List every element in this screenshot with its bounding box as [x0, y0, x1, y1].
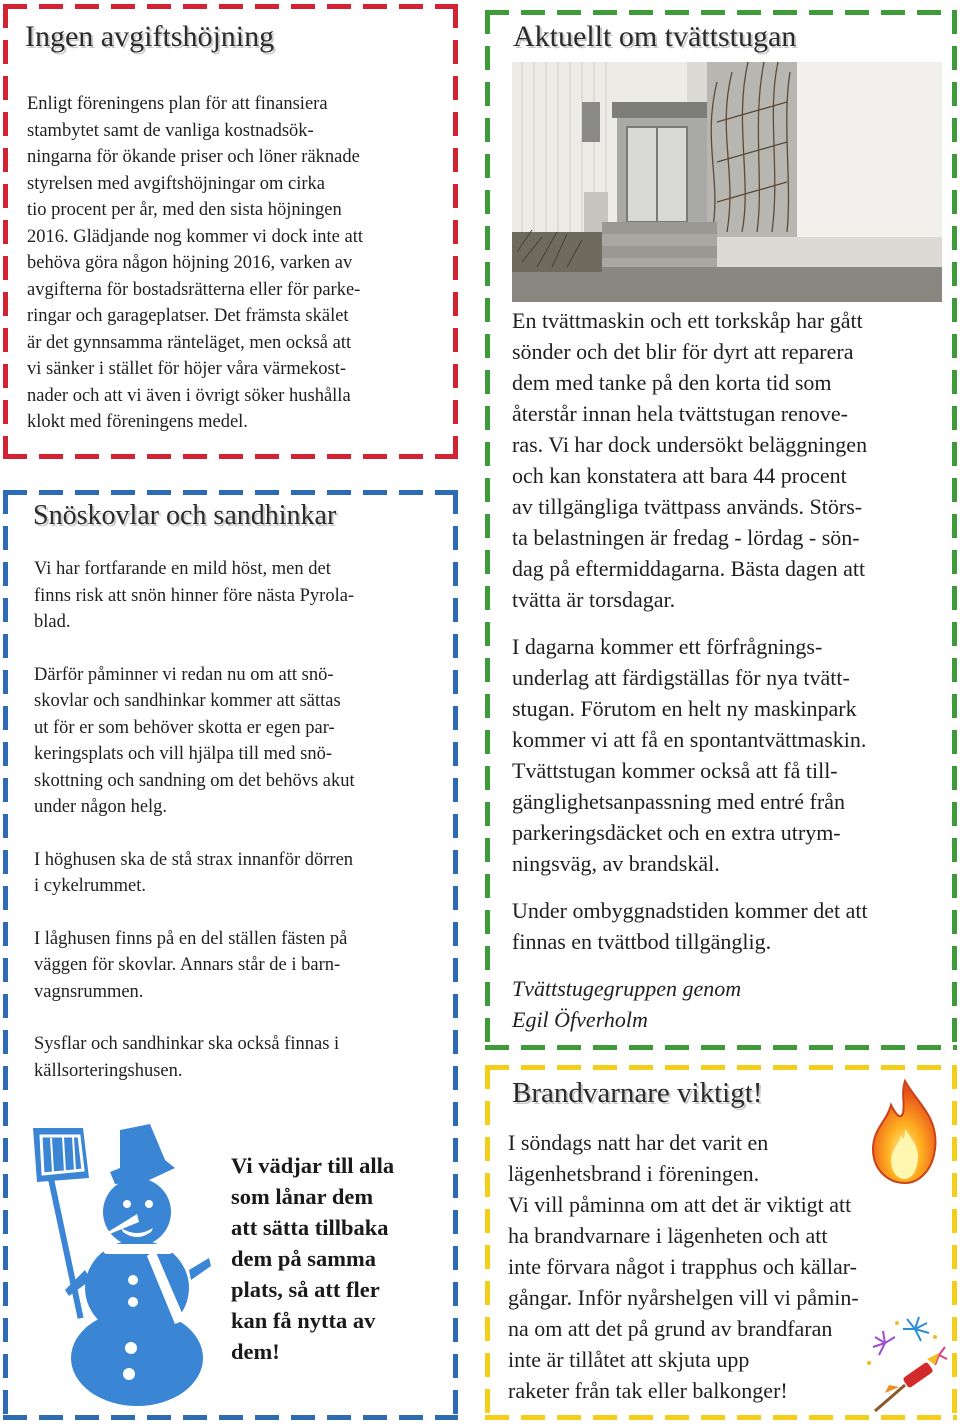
appeal-line: att sätta tillbaka — [231, 1215, 389, 1240]
firework-rocket-icon — [855, 1315, 950, 1415]
laundry-line: ras. Vi har dock undersökt beläggningen — [512, 432, 868, 457]
fire-line: lägenhetsbrand i föreningen. — [508, 1161, 760, 1186]
snow-appeal — [231, 1150, 436, 1367]
laundry-line: I dagarna kommer ett förfrågnings- — [512, 634, 823, 659]
fire-article — [485, 1065, 957, 1420]
fire-line: Vi vill påminna om att det är viktigt att — [508, 1192, 852, 1217]
appeal-line: dem på samma — [231, 1246, 376, 1271]
laundry-line: ningsväg, av brandskäl. — [512, 851, 720, 876]
snow-line: finns risk att snön hinner före nästa Pyrola- — [34, 585, 355, 606]
fees-line: vi sänker i stället för höjer våra värmekost- — [27, 359, 347, 379]
snow-line: ut för er som behöver skotta er egen par- — [34, 717, 335, 738]
laundry-line: Tvättstugan kommer också att få till- — [512, 758, 838, 783]
snow-line: I låghusen finns på en del ställen fästen på — [34, 928, 348, 949]
snow-line: skovlar och sandhinkar kommer att sättas — [34, 691, 341, 711]
fire-line: I söndags natt har det varit en — [508, 1130, 769, 1155]
laundry-line: sönder och det blir för dyrt att reparera — [512, 339, 854, 364]
laundry-paragraph — [512, 631, 944, 879]
snow-line: skottning och sandning om det behövs akut — [34, 770, 355, 791]
snow-article — [3, 490, 458, 1420]
laundry-line: stugan. Förutom en helt ny maskinpark — [512, 696, 857, 721]
laundry-line: finnas en tvättbod tillgänglig. — [512, 929, 772, 954]
fees-line: tio procent per år, med den sista höjningen — [27, 200, 342, 220]
fire-line: na om att det på grund av brandfaran — [508, 1316, 833, 1341]
laundry-article — [485, 10, 957, 1050]
fees-line: stambytet samt de vanliga kostnadsök- — [27, 120, 314, 141]
snow-line: I höghusen ska de stå strax innanför dörren — [34, 849, 354, 870]
signature-line: Tvättstugegruppen genom — [512, 976, 742, 1001]
snow-body — [34, 556, 439, 1110]
snow-title: Snöskovlar och sandhinkar — [33, 500, 337, 531]
snow-line: källsorteringshusen. — [34, 1060, 183, 1081]
fees-line: avgifterna för bostadsrätterna eller för parke- — [27, 279, 361, 300]
laundry-line: dem med tanke på den korta tid som — [512, 370, 832, 395]
fees-body — [27, 91, 437, 436]
laundry-line: återstår innan hela tvättstugan renove- — [512, 401, 848, 426]
snow-paragraph — [34, 556, 439, 636]
fire-line: ha brandvarnare i lägenheten och att — [508, 1223, 828, 1248]
fees-title: Ingen avgiftshöjning — [25, 20, 275, 53]
laundry-title: Aktuellt om tvättstugan — [513, 20, 797, 53]
snow-line: Sysflar och sandhinkar ska också finnas i — [34, 1034, 340, 1054]
laundry-line: ta belastningen är fredag - lördag - sön- — [512, 525, 860, 550]
fire-line: inte är tillåtet att skjuta upp — [508, 1347, 750, 1372]
snow-line: Därför påminner vi redan nu om att snö- — [34, 664, 334, 685]
laundry-line: underlag att färdigställas för nya tvätt- — [512, 665, 850, 690]
snow-paragraph — [34, 847, 439, 900]
fire-line: gångar. Inför nyårshelgen vill vi påmin- — [508, 1285, 859, 1310]
appeal-line: som lånar dem — [231, 1184, 374, 1209]
laundry-line: dag på eftermiddagarna. Bästa dagen att — [512, 556, 866, 581]
laundry-body — [512, 305, 944, 1051]
laundry-line: Under ombyggnadstiden kommer det att — [512, 898, 868, 923]
snow-line: i cykelrummet. — [34, 876, 146, 896]
snow-line: Vi har fortfarande en mild höst, men det — [34, 559, 331, 579]
fees-line: styrelsen med avgiftshöjningar om cirka — [27, 173, 325, 194]
snow-line: väggen för skovlar. Annars står de i barn- — [34, 955, 341, 975]
snow-line: under någon helg. — [34, 797, 168, 817]
fees-line: ningarna för ökande priser och löner räknade — [27, 147, 360, 167]
laundry-paragraph — [512, 305, 944, 615]
fire-title: Brandvarnare viktigt! — [512, 1077, 763, 1109]
fees-line: ringar och garageplatser. Det främsta skälet — [27, 306, 349, 326]
snow-paragraph — [34, 662, 439, 821]
laundry-line: av tillgängliga tvättpass används. Störs- — [512, 494, 863, 519]
snow-paragraph — [34, 926, 439, 1006]
appeal-line: dem! — [231, 1339, 280, 1364]
fees-article — [3, 4, 458, 459]
fees-line: är det gynnsamma ränteläget, men också att — [27, 332, 352, 353]
laundry-line: kommer vi att få en spontantvättmaskin. — [512, 727, 867, 752]
fees-line: behöva göra någon höjning 2016, varken av — [27, 253, 353, 273]
fees-line: 2016. Glädjande nog kommer vi dock inte att — [27, 226, 364, 247]
snow-line: vagnsrummen. — [34, 981, 144, 1002]
fire-line: inte förvara något i trapphus och källar- — [508, 1254, 857, 1279]
signature-line: Egil Öfverholm — [512, 1007, 648, 1032]
snowman-icon — [25, 1120, 215, 1410]
fees-line: nader och att vi även i övrigt söker hushålla — [27, 385, 351, 406]
laundry-line: En tvättmaskin och ett torkskåp har gått — [512, 308, 863, 333]
laundry-line: parkeringsdäcket och en extra utrym- — [512, 820, 841, 845]
snow-line: blad. — [34, 612, 71, 632]
snow-line: keringsplats och vill hjälpa till med snö- — [34, 744, 333, 764]
appeal-line: kan få nytta av — [231, 1308, 376, 1333]
appeal-line: plats, så att fler — [231, 1277, 380, 1302]
laundry-line: tvätta är torsdagar. — [512, 587, 676, 612]
laundry-line: och kan konstatera att bara 44 procent — [512, 463, 847, 488]
building-entrance-photo — [512, 62, 942, 302]
snow-paragraph — [34, 1031, 439, 1084]
fees-line: klokt med föreningens medel. — [27, 412, 248, 432]
fees-line: Enligt föreningens plan för att finansiera — [27, 94, 328, 114]
laundry-line: gänglighetsanpassning med entré från — [512, 789, 845, 814]
laundry-signature — [512, 973, 944, 1035]
laundry-paragraph — [512, 895, 944, 957]
fire-line: raketer från tak eller balkonger! — [508, 1378, 788, 1403]
appeal-line: Vi vädjar till alla — [231, 1153, 395, 1178]
